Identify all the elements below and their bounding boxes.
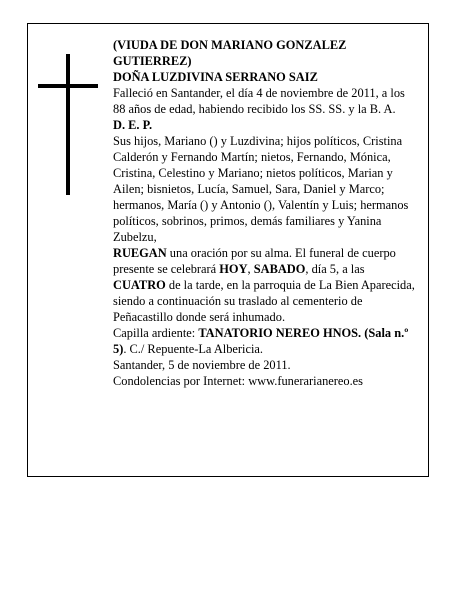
deceased-name-text: DOÑA LUZDIVINA SERRANO SAIZ xyxy=(113,70,318,84)
ruegan-text-2: , día 5, a las xyxy=(305,262,365,276)
ruegan-word: RUEGAN xyxy=(113,246,167,260)
widow-of-text: (VIUDA DE DON MARIANO GONZALEZ GUTIERREZ) xyxy=(113,38,347,68)
cross-horizontal-bar xyxy=(38,84,98,88)
widow-of-line xyxy=(113,37,417,69)
capilla-label: Capilla ardiente: xyxy=(113,326,199,340)
death-info: Falleció en Santander, el día 4 de noviembre de 2011, a los 88 años de edad, habiendo recibido los SS. SS. y la B. A. xyxy=(113,86,405,116)
comma-text: , xyxy=(247,262,254,276)
ruegan-paragraph xyxy=(113,245,417,325)
condolences-line: Condolencias por Internet: www.funerarianereo.es xyxy=(113,374,364,388)
family-list: Sus hijos, Mariano () y Luzdivina; hijos políticos, Cristina Calderón y Fernando Martín; nietos, Fernando, Mónica, Cristina, Celestino y Mariano; nietos políticos, Marian y Ailen; bisnietos, Lucía, Samuel, Sara, Daniel y Marco; hermanos, María () y Antonio (), Valentín y Luis; hermanos políticos, sobrinos, primos, demás familiares y Yanina Zubelzu, xyxy=(113,134,409,244)
obituary-text xyxy=(113,37,417,389)
tanatorio-address: . C./ Repuente-La Albericia. xyxy=(123,342,264,356)
tanatorio-name: TANATORIO NEREO HNOS. (Sala n.º 5) xyxy=(113,326,409,356)
cross-vertical-bar xyxy=(66,54,70,195)
notice-date: Santander, 5 de noviembre de 2011. xyxy=(113,358,291,372)
deceased-name xyxy=(113,69,417,85)
hoy-word: HOY xyxy=(219,262,248,276)
ruegan-text-3: de la tarde, en la parroquia de La Bien Aparecida, siendo a continuación su traslado al cementerio de Peñacastillo donde será inhumado. xyxy=(113,278,415,324)
capilla-line xyxy=(113,325,417,357)
cuatro-word: CUATRO xyxy=(113,278,166,292)
ruegan-text-1: una oración por su alma. El funeral de cuerpo presente se celebrará xyxy=(113,246,396,276)
sabado-word: SABADO xyxy=(253,262,306,276)
dep-text: D. E. P. xyxy=(113,118,153,132)
dep-line xyxy=(113,117,417,133)
